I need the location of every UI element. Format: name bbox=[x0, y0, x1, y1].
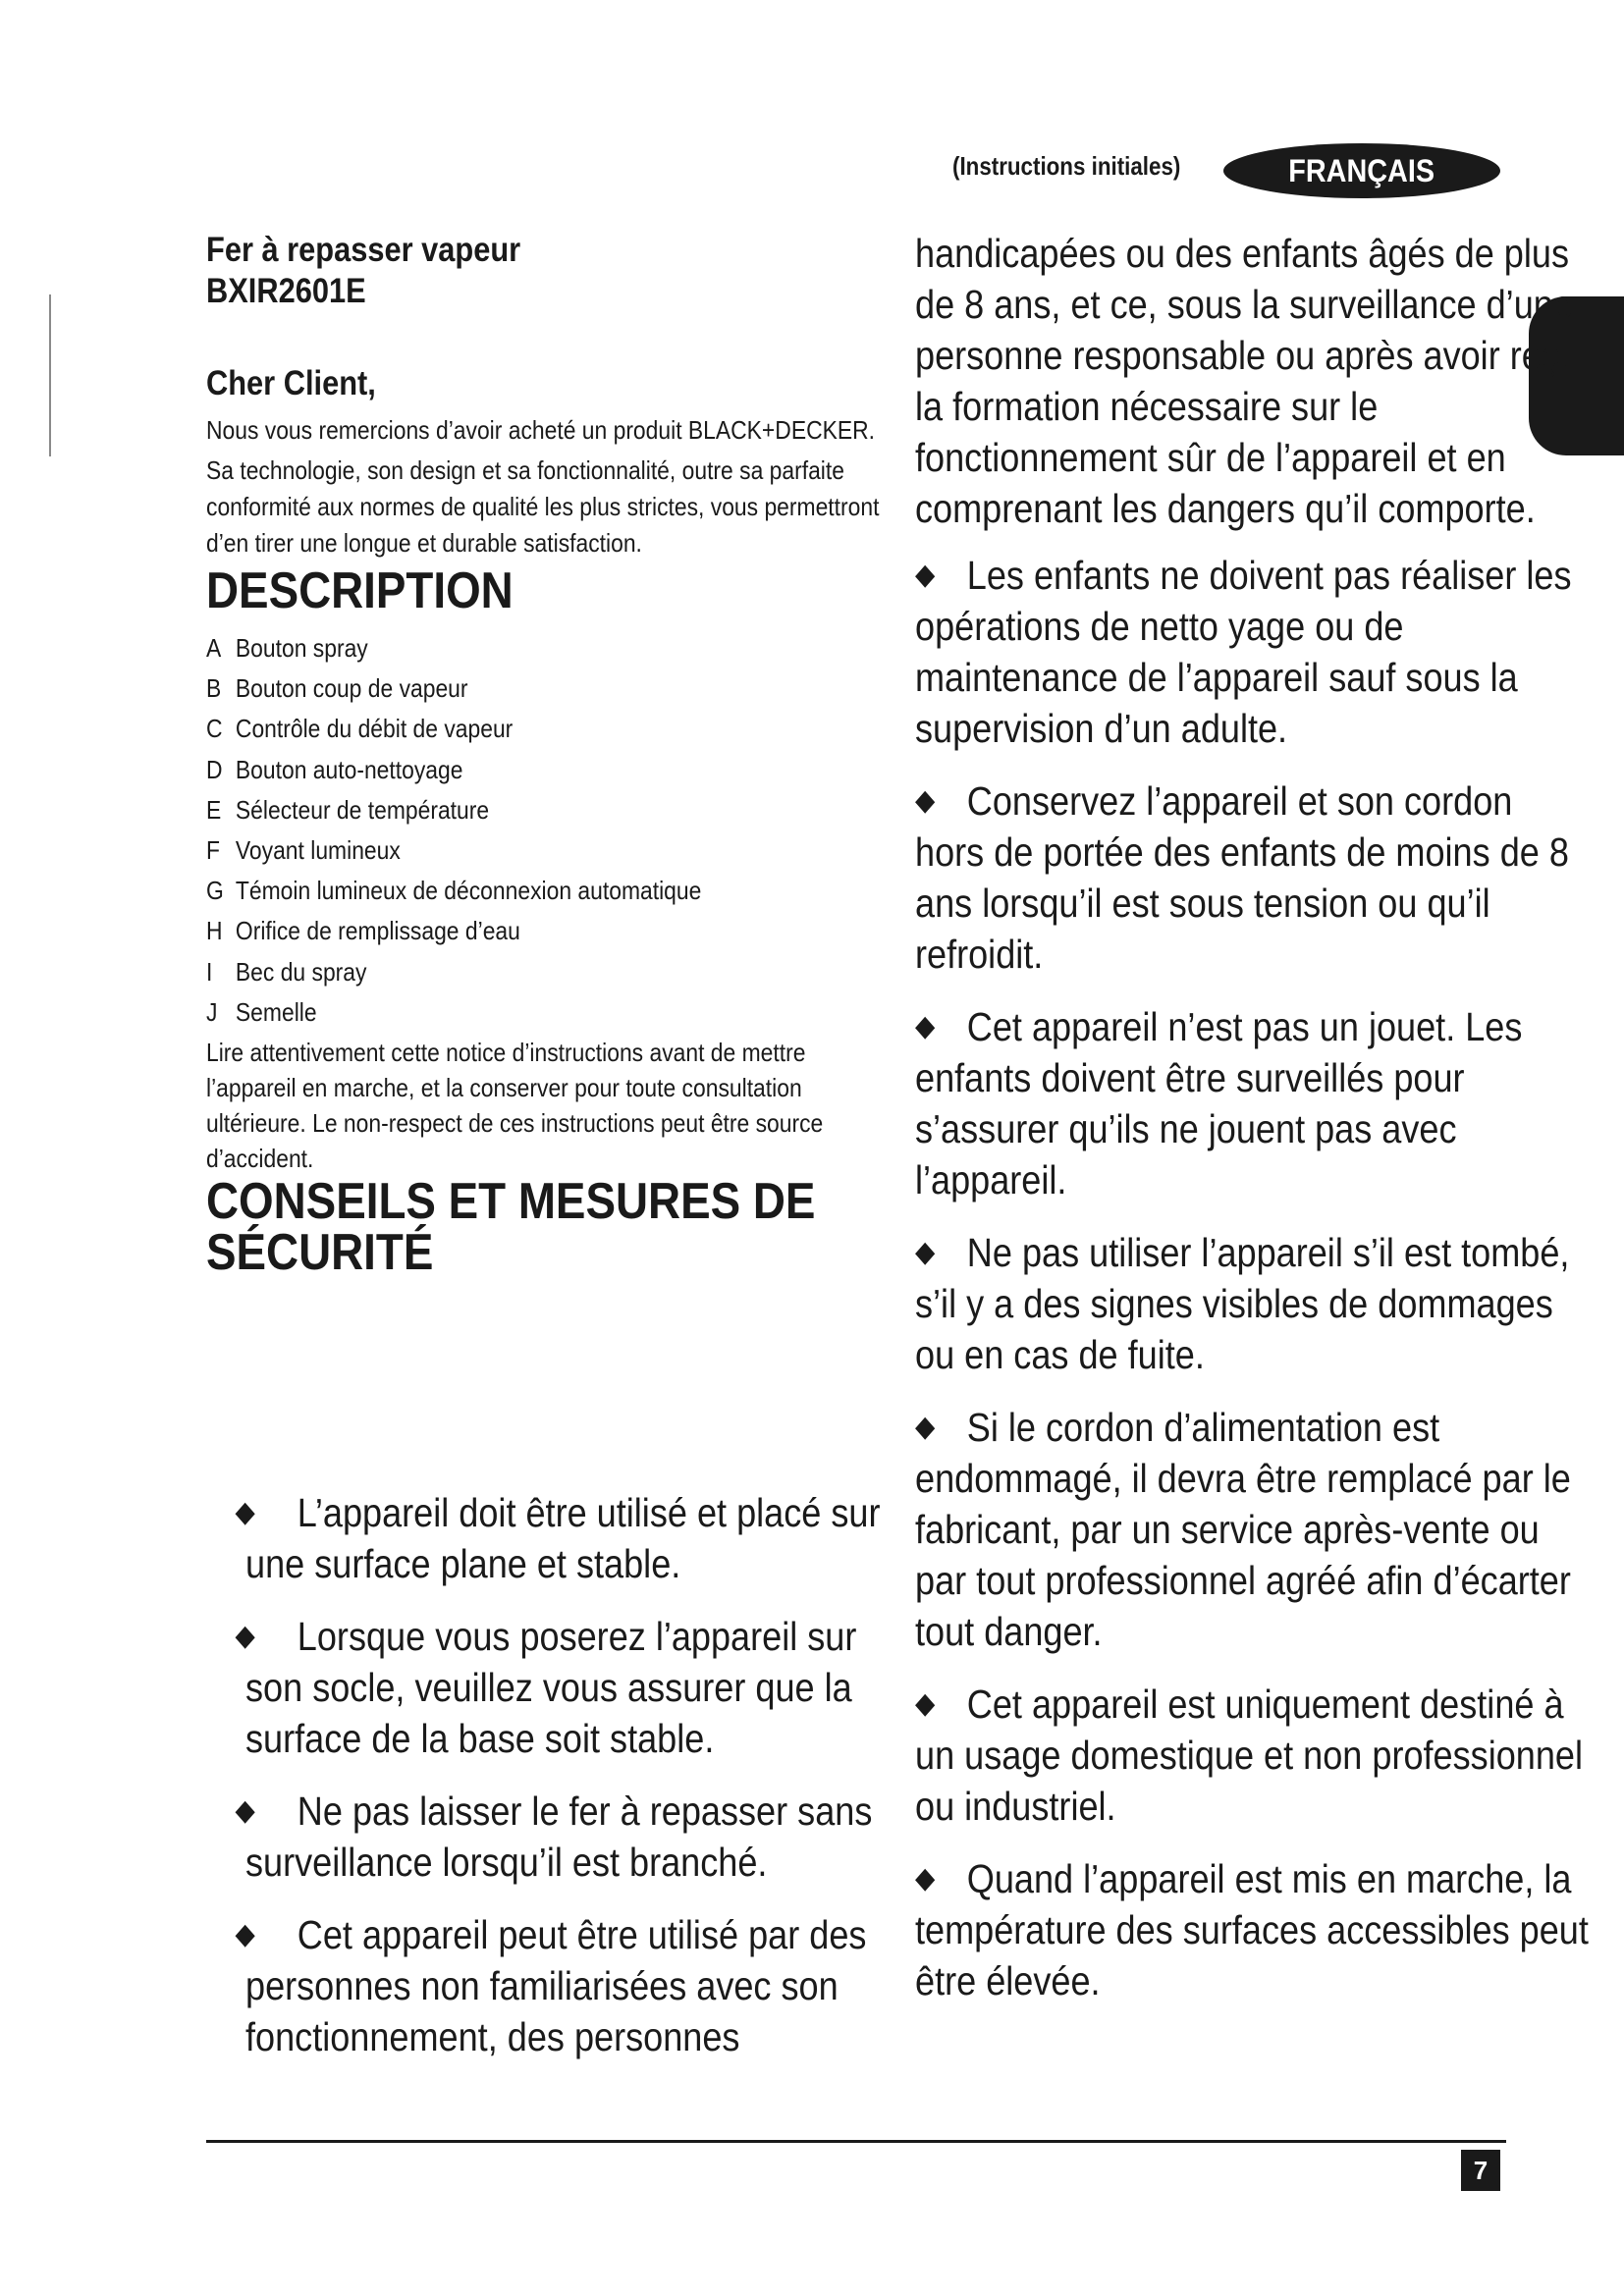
list-item: ◆ Ne pas utiliser l’appareil s’il est tombé, s’il y a des signes visibles de dommages ou en cas de fuite. bbox=[915, 1227, 1589, 1380]
description-heading: DESCRIPTION bbox=[206, 562, 514, 619]
list-item: D Bouton auto-nettoyage bbox=[206, 754, 463, 784]
greeting: Cher Client, bbox=[206, 364, 376, 402]
safety-list-right bbox=[915, 550, 1624, 2006]
product-name: Fer à repasser vapeur bbox=[206, 231, 521, 269]
footer-rule bbox=[206, 2140, 1506, 2143]
list-item: ◆ Ne pas laisser le fer à repasser sans surveillance lorsqu’il est branché. bbox=[245, 1786, 919, 1888]
language-label: FRANÇAIS bbox=[1288, 153, 1435, 188]
list-item: ◆ Cet appareil est uniquement destiné à un usage domestique et non professionnel ou industriel. bbox=[915, 1679, 1589, 1832]
list-item: ◆ Quand l’appareil est mis en marche, la température des surfaces accessibles peut être élevée. bbox=[915, 1853, 1589, 2006]
margin-line bbox=[49, 294, 51, 456]
list-item: ◆ Cet appareil peut être utilisé par des personnes non familiarisées avec son fonctionnement, des personnes bbox=[245, 1909, 919, 2062]
bullet-diamond-icon: ◆ bbox=[915, 1010, 936, 1042]
bullet-diamond-icon: ◆ bbox=[235, 1496, 255, 1528]
bullet-diamond-icon: ◆ bbox=[235, 1794, 255, 1827]
description-list bbox=[206, 628, 880, 1033]
bullet-diamond-icon: ◆ bbox=[235, 1620, 255, 1652]
list-item: G Témoin lumineux de déconnexion automatique bbox=[206, 876, 702, 906]
language-badge bbox=[1223, 143, 1500, 198]
list-item: ◆ L’appareil doit être utilisé et placé sur une surface plane et stable. bbox=[245, 1487, 919, 1589]
bullet-diamond-icon: ◆ bbox=[915, 784, 936, 817]
list-item: A Bouton spray bbox=[206, 633, 368, 663]
list-item: F Voyant lumineux bbox=[206, 835, 401, 866]
list-item: I Bec du spray bbox=[206, 956, 367, 987]
description-note: Lire attentivement cette notice d’instructions avant de mettre l’appareil en marche, et la conserver pour toute consultation ultérieure. Le non-respect de ces instructions peut être source d’accident. bbox=[206, 1038, 824, 1174]
list-item: H Orifice de remplissage d’eau bbox=[206, 916, 520, 946]
intro-paragraph-2: Sa technologie, son design et sa fonctionnalité, outre sa parfaite conformité aux normes de qualité les plus strictes, vous permettront d’en tirer une longue et durable satisfaction. bbox=[206, 455, 880, 558]
right-column bbox=[915, 228, 1624, 2028]
bullet-diamond-icon: ◆ bbox=[915, 1411, 936, 1443]
intro-paragraph-1: Nous vous remercions d’avoir acheté un produit BLACK+DECKER. bbox=[206, 415, 876, 445]
product-model: BXIR2601E bbox=[206, 272, 366, 310]
list-item: ◆ Les enfants ne doivent pas réaliser les opérations de netto yage ou de maintenance de l’appareil sauf sous la supervision d’un adulte. bbox=[915, 550, 1589, 754]
list-item: ◆ Cet appareil n’est pas un jouet. Les enfants doivent être surveillés pour s’assurer qu’ils ne jouent pas avec l’appareil. bbox=[915, 1001, 1589, 1205]
bullet-diamond-icon: ◆ bbox=[915, 1236, 936, 1268]
list-item: ◆ Lorsque vous poserez l’appareil sur son socle, veuillez vous assurer que la surface de la base soit stable. bbox=[245, 1611, 919, 1764]
safety-heading: CONSEILS ET MESURES DE SÉCURITÉ bbox=[206, 1173, 816, 1282]
left-column bbox=[206, 230, 893, 1282]
intro-text bbox=[206, 412, 880, 561]
list-item: C Contrôle du débit de vapeur bbox=[206, 714, 514, 744]
list-item: ◆ Conservez l’appareil et son cordon hors de portée des enfants de moins de 8 ans lorsqu’il est sous tension ou qu’il refroidit. bbox=[915, 775, 1589, 980]
list-item: E Sélecteur de température bbox=[206, 794, 490, 825]
list-item: ◆ Si le cordon d’alimentation est endommagé, il devra être remplacé par le fabricant, par un service après-vente ou par tout professionnel agréé afin d’écarter tout danger. bbox=[915, 1402, 1589, 1657]
list-item: J Semelle bbox=[206, 996, 317, 1027]
list-item: B Bouton coup de vapeur bbox=[206, 673, 468, 704]
safety-continuation: handicapées ou des enfants âgés de plus de 8 ans, et ce, sous la surveillance d’une personne responsable ou après avoir reçu la formation nécessaire sur le fonctionnement sûr de l’appareil et en comprenant les dangers qu’il comporte. bbox=[915, 231, 1579, 531]
bullet-diamond-icon: ◆ bbox=[235, 1918, 255, 1950]
bullet-diamond-icon: ◆ bbox=[915, 559, 936, 591]
bullet-diamond-icon: ◆ bbox=[915, 1687, 936, 1720]
page-number: 7 bbox=[1461, 2150, 1500, 2191]
header-note: (Instructions initiales) bbox=[952, 151, 1181, 181]
bullet-diamond-icon: ◆ bbox=[915, 1862, 936, 1895]
safety-list-left bbox=[235, 1487, 1011, 2084]
